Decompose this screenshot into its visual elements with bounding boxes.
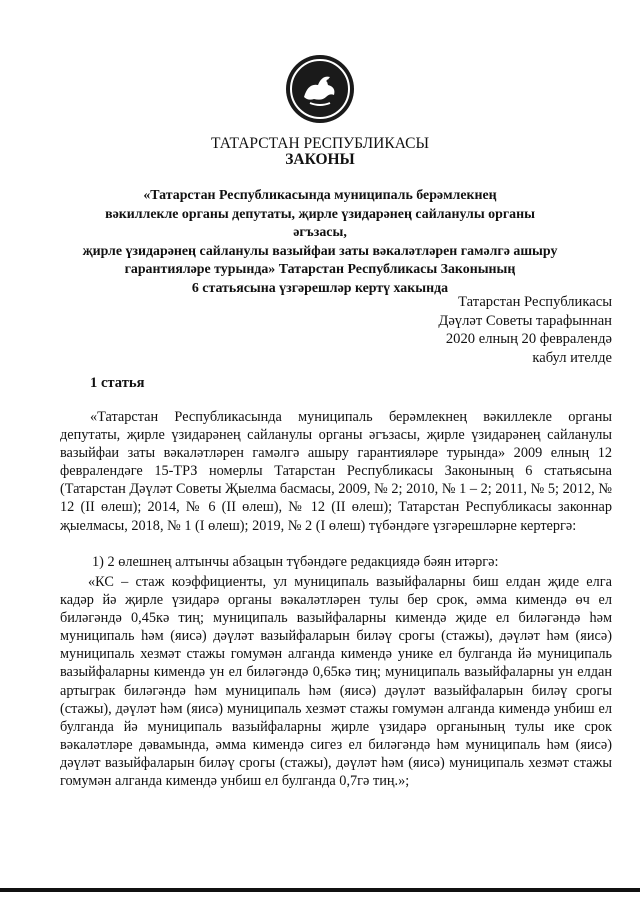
adoption-line: кабул ителде — [532, 349, 612, 366]
scan-edge-line — [0, 888, 640, 892]
adoption-line: 2020 елның 20 февралендә — [445, 331, 612, 347]
title-line: «Татарстан Республикасында муниципаль берәмлекнең — [143, 188, 497, 203]
title-line: җирле үзидарәнең сайланулы вазыйфаи заты вәкаләтләрен гамәлгә ашыру — [82, 243, 558, 259]
adoption-note — [438, 293, 612, 367]
document-type: ЗАКОНЫ — [285, 151, 355, 168]
coat-of-arms-icon — [284, 53, 356, 125]
title-line: 6 статьясына үзгәрешләр кертү хакында — [191, 280, 449, 296]
republic-name: ТАТАРСТАН РЕСПУБЛИКАСЫ — [211, 135, 429, 152]
body-paragraph: «Татарстан Республикасында муниципаль берәмлекнең вәкиллекле органы депутаты, җирле үзидарәнең сайланулы органы әгъзасы, җирле үзидарәнең сайланулы вазыйфаи заты вәкаләтләрен гамәлгә ашыру гарантияләре турында» 2009 елның 12 февралендәге 15-ТРЗ номерлы Татарстан Республикасы Законының 6 статьясына (Татарстан Дәүләт Советы Җыелма басмасы, 2009, № 2; 2010, № 1 – 2; 2011, № 5; 2012, № 12 (II өлеш); 2014, № 6 (II өлеш), № 12 (II өлеш); Татарстан Республикасы законнар җыелмасы, 2018, № 1 (I өлеш); 2019, № 2 (I өлеш) түбәндәге үзгәрешләрне кертергә: — [60, 409, 612, 534]
title-line: вәкиллекле органы депутаты, җирле үзидарәнең сайланулы органы әгъзасы, — [105, 206, 535, 241]
title-line: гарантияләре турында» Татарстан Республикасы Законының — [124, 262, 516, 278]
amendment-text: «КС – стаж коэффициенты, ул муниципаль вазыйфаларны биш елдан җиде елга кадәр йә җирле үзидарә органы вәкаләтләрен тулы бер срок, әмма кимендә өч ел биләгәндә 0,45кә тиң; муниципаль вазыйфаларны кимендә җиде ел биләгәндә һәм муниципаль һәм (яисә) дәүләт вазыйфаларын биләү срогы (стажы), дәүләт һәм (яисә) муниципаль хезмәт стажы гомумән алганда кимендә унике ел булганда йә муниципаль вазыйфаларны кимендә ун ел биләгәндә 0,65кә тиң; муниципаль вазыйфаларны ун елдан артыграк биләгәндә һәм муниципаль һәм (яисә) дәүләт вазыйфаларын биләү срогы (стажы), дәүләт һәм (яисә) муниципаль хезмәт стажы гомумән алганда кимендә унбиш ел булганда йә муниципаль вазыйфаларны җирле үзидарә органының тулы ике срок вәкаләтләре дәвамында, әмма кимендә сигез ел биләгәндә һәм муниципаль һәм (яисә) дәүләт вазыйфаларын биләү срогы (стажы), дәүләт һәм (яисә) муниципаль хезмәт стажы гомумән алганда кимендә унбиш ел булганда 0,7гә тиң.»; — [60, 574, 612, 790]
amendment-item: 1) 2 өлешнең алтынчы абзацын түбәндәге редакциядә бәян итәргә: — [92, 554, 499, 570]
adoption-line: Татарстан Республикасы — [458, 294, 612, 310]
article-heading: 1 статья — [90, 375, 145, 391]
law-title — [80, 187, 560, 299]
adoption-line: Дәүләт Советы тарафыннан — [438, 312, 612, 329]
